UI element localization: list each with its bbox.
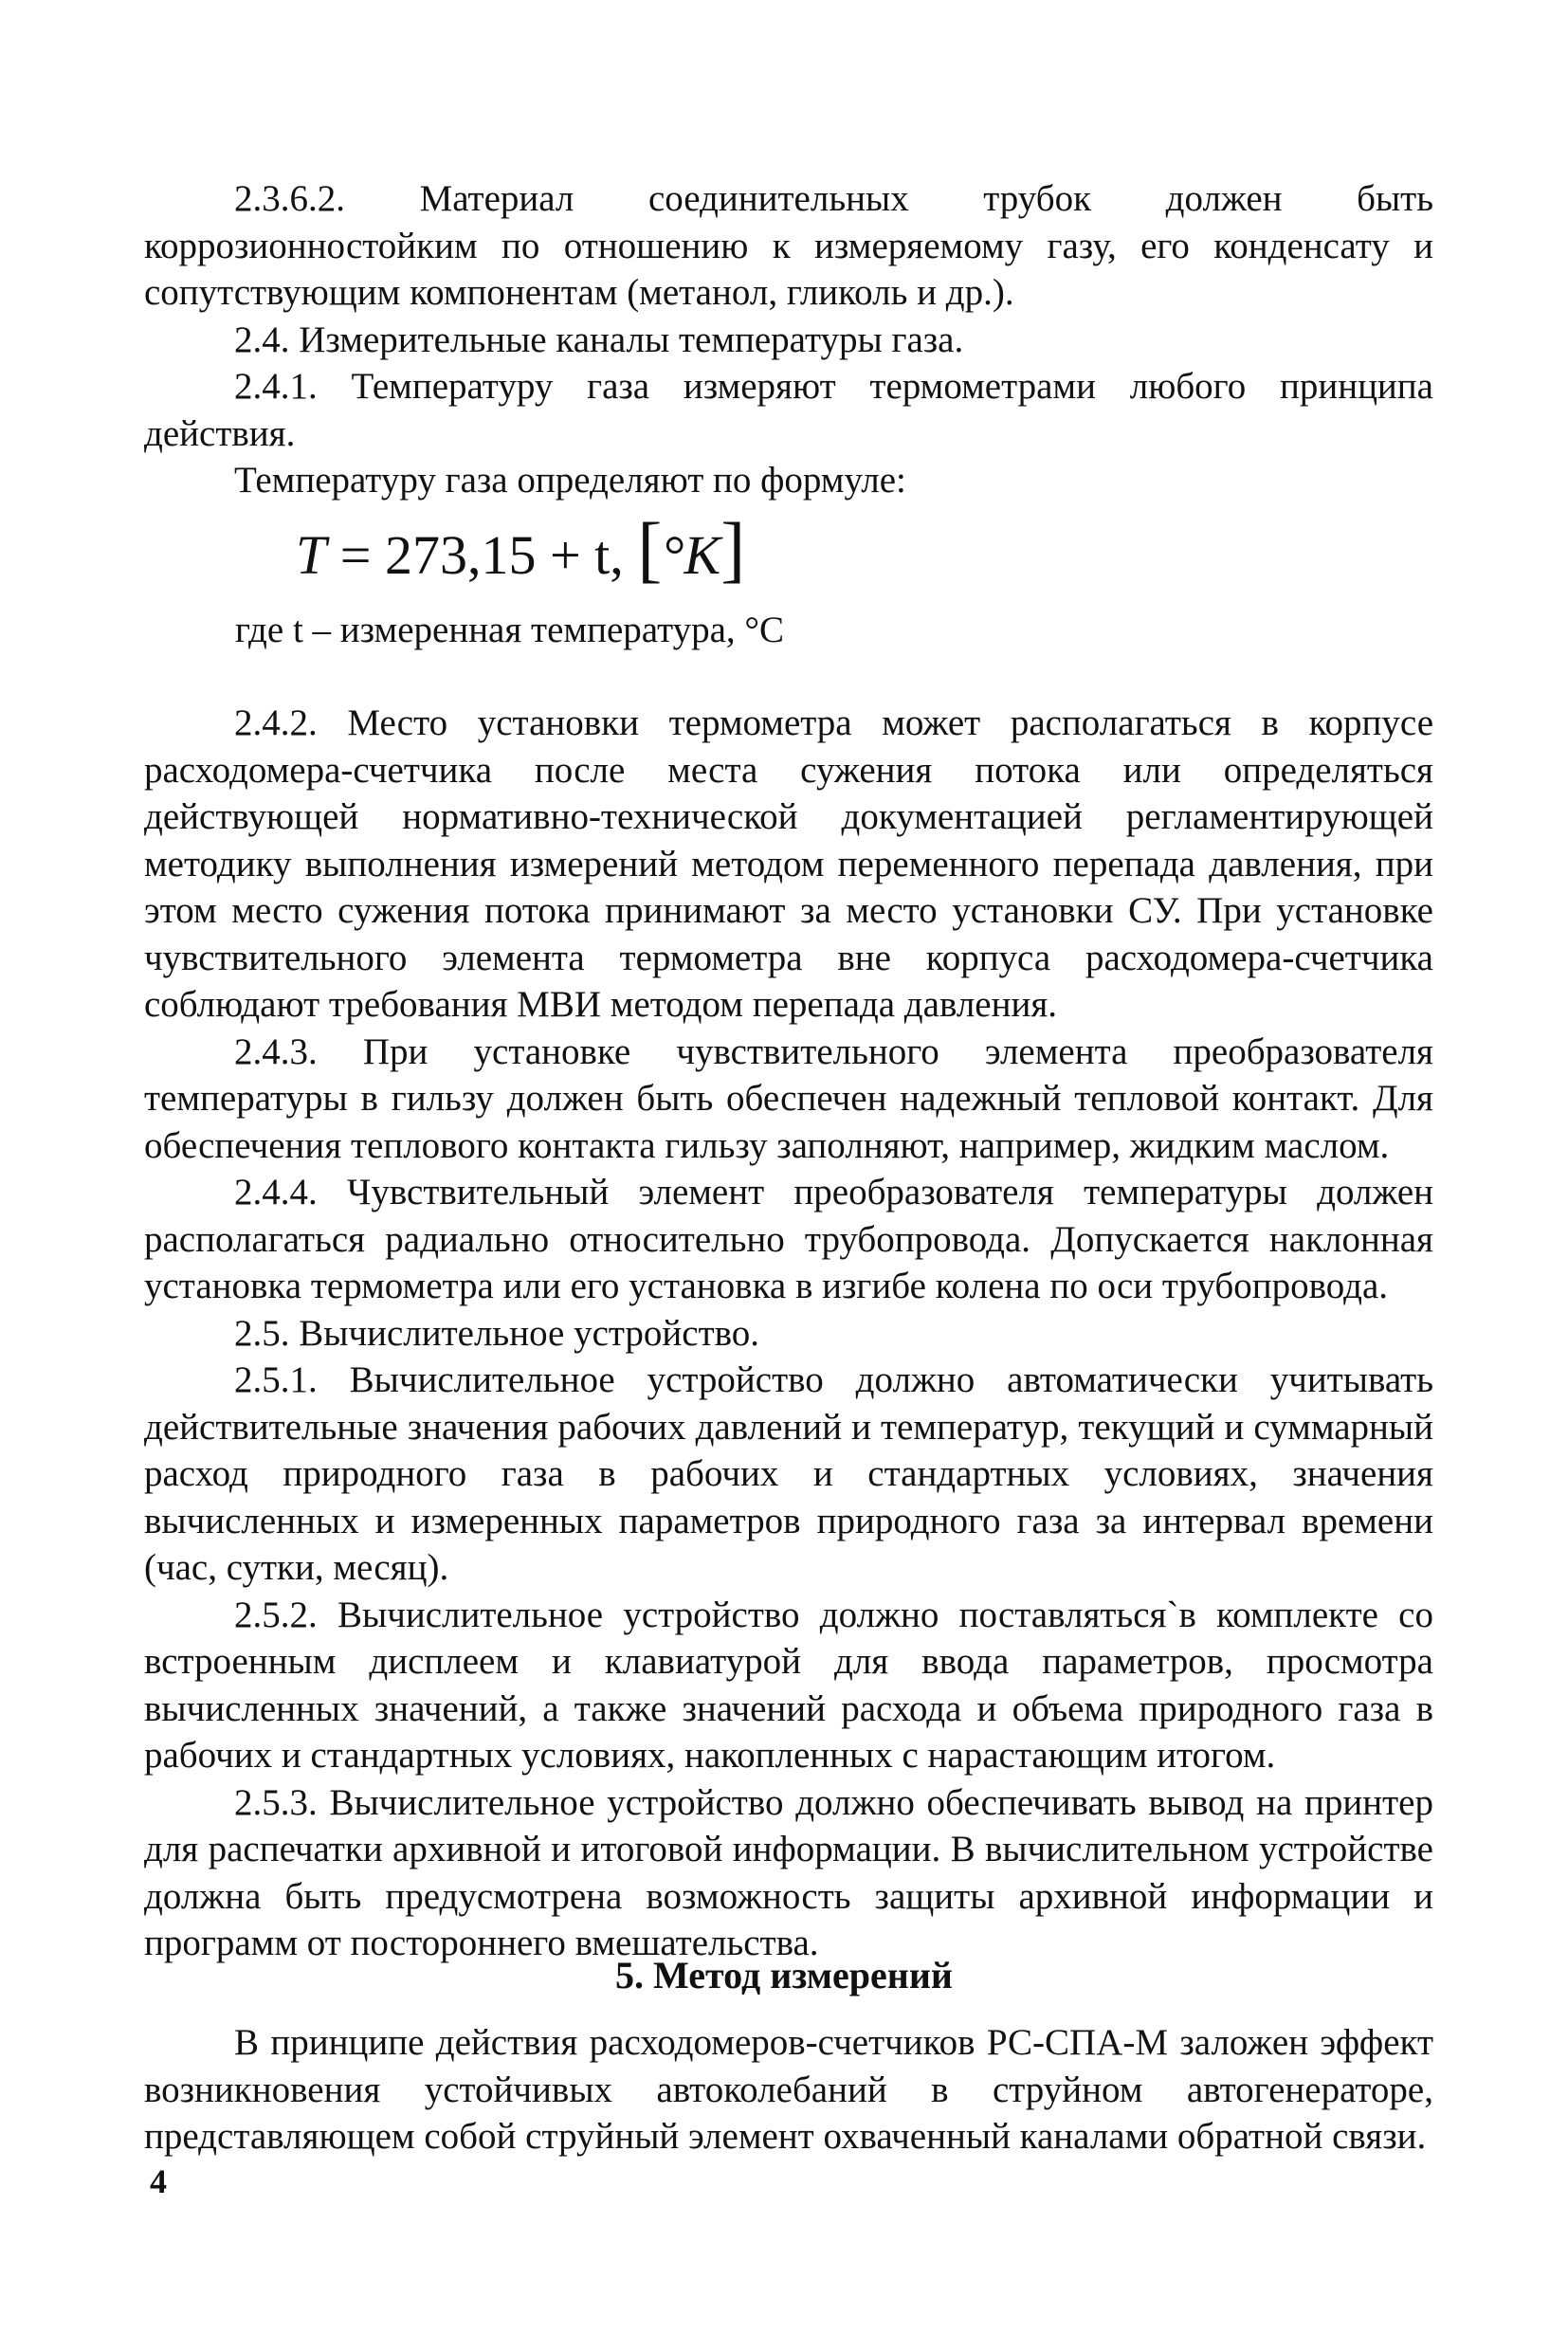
top-text-block <box>144 175 1433 504</box>
section-heading: 5. Метод измерений <box>615 1954 953 1996</box>
paragraph-2-4-1: 2.4.1. Температуру газа измеряют термометрами любого принципа действия. <box>144 366 1433 454</box>
temperature-formula <box>296 506 745 592</box>
paragraph-2-4: 2.4. Измерительные каналы температуры газа. <box>234 319 964 360</box>
paragraph-formula-intro: Температуру газа определяют по формуле: <box>234 460 906 501</box>
paragraph-2-4-4: 2.4.4. Чувствительный элемент преобразователя температуры должен располагаться радиально относительно трубопровода. Допускается наклонная установка термометра или его установка в изгибе колена по оси трубопровода. <box>144 1172 1433 1306</box>
paragraph-2-5-1: 2.5.1. Вычислительное устройство должно автоматически учитывать действительные значения рабочих давлений и температур, текущий и суммарный расход природного газа в рабочих и стандартных условиях, значения вычисленных и измеренных параметров природного газа за интервал времени (час, сутки, месяц). <box>144 1359 1433 1588</box>
formula-lhs: T <box>296 524 327 586</box>
paragraph-section-5: В принципе действия расходомеров-счетчиков РС-СПА-М заложен эффект возникновения устойчивых автоколебаний в струйном автогенераторе, представляющем собой струйный элемент охваченный каналами обратной связи. <box>144 2022 1433 2157</box>
page-number: 4 <box>150 2162 167 2200</box>
formula-bracket-close: ] <box>720 507 746 590</box>
paragraph-2-3-6-2: 2.3.6.2. Материал соединительных трубок должен быть коррозионностойким по отношению к измеряемому газу, его конденсату и сопутствующим компонентам (метанол, гликоль и др.). <box>144 178 1433 313</box>
paragraph-2-4-2: 2.4.2. Место установки термометра может располагаться в корпусе расходомера-счетчика после места сужения потока или определяться действующей нормативно-технической документацией регламентирующей методику выполнения измерений методом переменного перепада давления, при этом место сужения потока принимают за место установки СУ. При установке чувствительного элемента термометра вне корпуса расходомера-счетчика соблюдают требования МВИ методом перепада давления. <box>144 702 1433 1025</box>
formula-rhs: = 273,15 + t, <box>326 524 638 586</box>
formula-where-note: где t – измеренная температура, °С <box>235 610 785 650</box>
paragraph-2-5-2: 2.5.2. Вычислительное устройство должно поставляться`в комплекте со встроенным дисплеем и клавиатурой для ввода параметров, просмотра вычисленных значений, а также значений расхода и объема природного газа в рабочих и стандартных условиях, накопленных с нарастающим итогом. <box>144 1594 1433 1776</box>
formula-bracket-open: [ <box>637 507 663 590</box>
paragraph-2-5-3: 2.5.3. Вычислительное устройство должно обеспечивать вывод на принтер для распечатки архивной и итоговой информации. В вычислительном устройстве должна быть предусмотрена возможность защиты архивной информации и программ от постороннего вмешательства. <box>144 1781 1433 1963</box>
paragraph-2-4-3: 2.4.3. При установке чувствительного элемента преобразователя температуры в гильзу должен быть обеспечен надежный тепловой контакт. Для обеспечения теплового контакта гильзу заполняют, например, жидким маслом. <box>144 1030 1433 1166</box>
paragraph-2-5: 2.5. Вычислительное устройство. <box>234 1312 760 1354</box>
main-text-block <box>144 700 1433 1967</box>
formula-unit: °K <box>662 524 721 586</box>
section-text-block <box>144 2019 1433 2161</box>
